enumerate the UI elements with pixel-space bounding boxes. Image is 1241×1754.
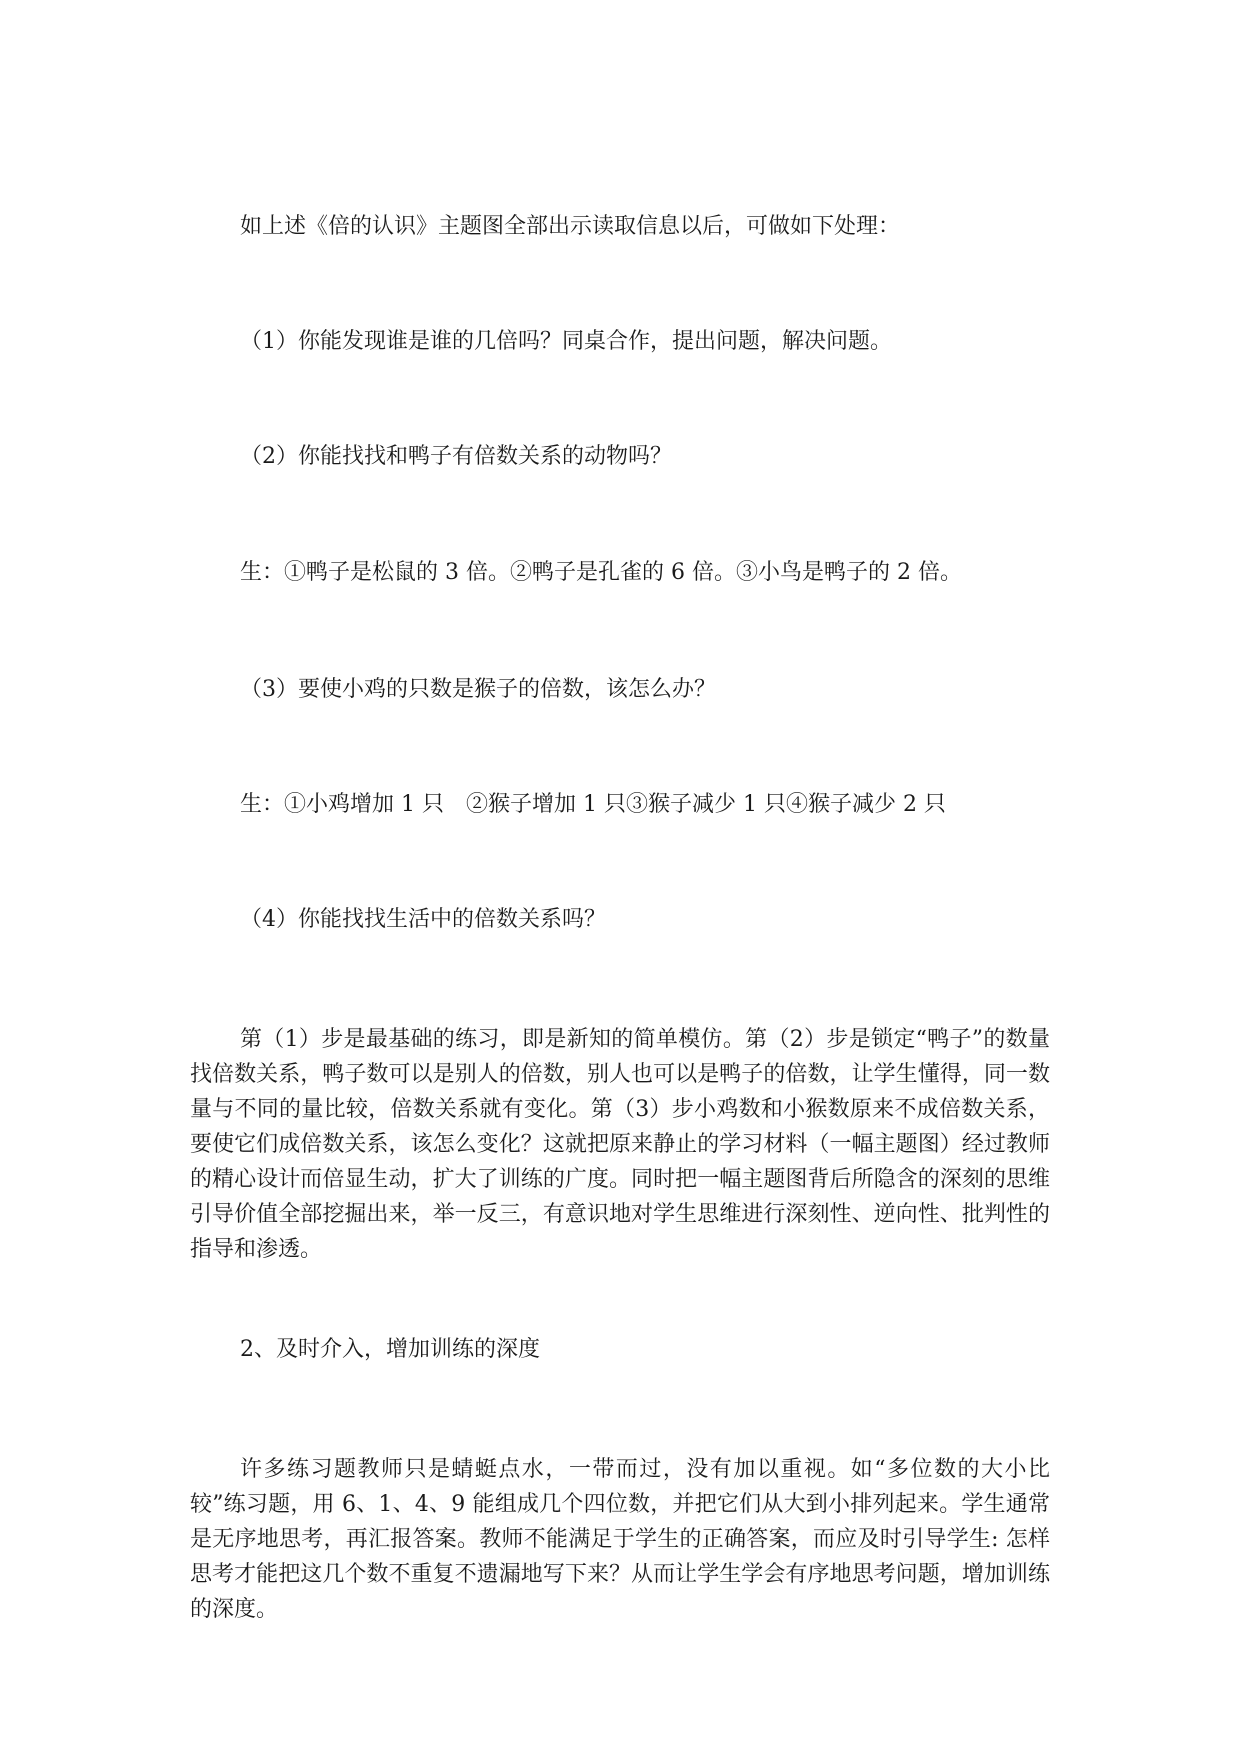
section-heading-2: 2、及时介入，增加训练的深度 <box>240 1337 540 1362</box>
body-paragraph-2: 许多练习题教师只是蜻蜓点水，一带而过，没有加以重视。如“多位数的大小比较”练习题，用 6、1、4、9 能组成几个四位数，并把它们从大到小排列起来。学生通常是无序地思考，再汇报答案。教师不能满足于学生的正确答案，而应及时引导学生: 怎样思考才能把这几个数不重复不遗漏地写下来？从而让学生学会有序地思考问题，增加训练的深度。 <box>190 1457 1050 1622</box>
intro-text: 如上述《倍的认识》主题图全部出示读取信息以后，可做如下处理： <box>240 214 901 239</box>
question-2: （2）你能找找和鸭子有倍数关系的动物吗？ <box>240 444 672 469</box>
question-1: （1）你能发现谁是谁的几倍吗？同桌合作，提出问题，解决问题。 <box>240 329 892 354</box>
question-3: （3）要使小鸡的只数是猴子的倍数，该怎么办？ <box>240 677 716 702</box>
analysis-paragraph: 第（1）步是最基础的练习，即是新知的简单模仿。第（2）步是锁定“鸭子”的数量找倍数关系，鸭子数可以是别人的倍数，别人也可以是鸭子的倍数，让学生懂得，同一数量与不同的量比较，倍数关系就有变化。第（3）步小鸡数和小猴数原来不成倍数关系，要使它们成倍数关系，该怎么变化？这就把原来静止的学习材料（一幅主题图）经过教师的精心设计而倍显生动，扩大了训练的广度。同时把一幅主题图背后所隐含的深刻的思维引导价值全部挖掘出来，举一反三，有意识地对学生思维进行深刻性、逆向性、批判性的指导和渗透。 <box>190 1027 1050 1262</box>
question-4: （4）你能找找生活中的倍数关系吗？ <box>240 907 606 932</box>
answer-2: 生：①鸭子是松鼠的 3 倍。②鸭子是孔雀的 6 倍。③小鸟是鸭子的 2 倍。 <box>240 560 962 585</box>
answer-3: 生：①小鸡增加 1 只 ②猴子增加 1 只③猴子减少 1 只④猴子减少 2 只 <box>240 792 946 817</box>
